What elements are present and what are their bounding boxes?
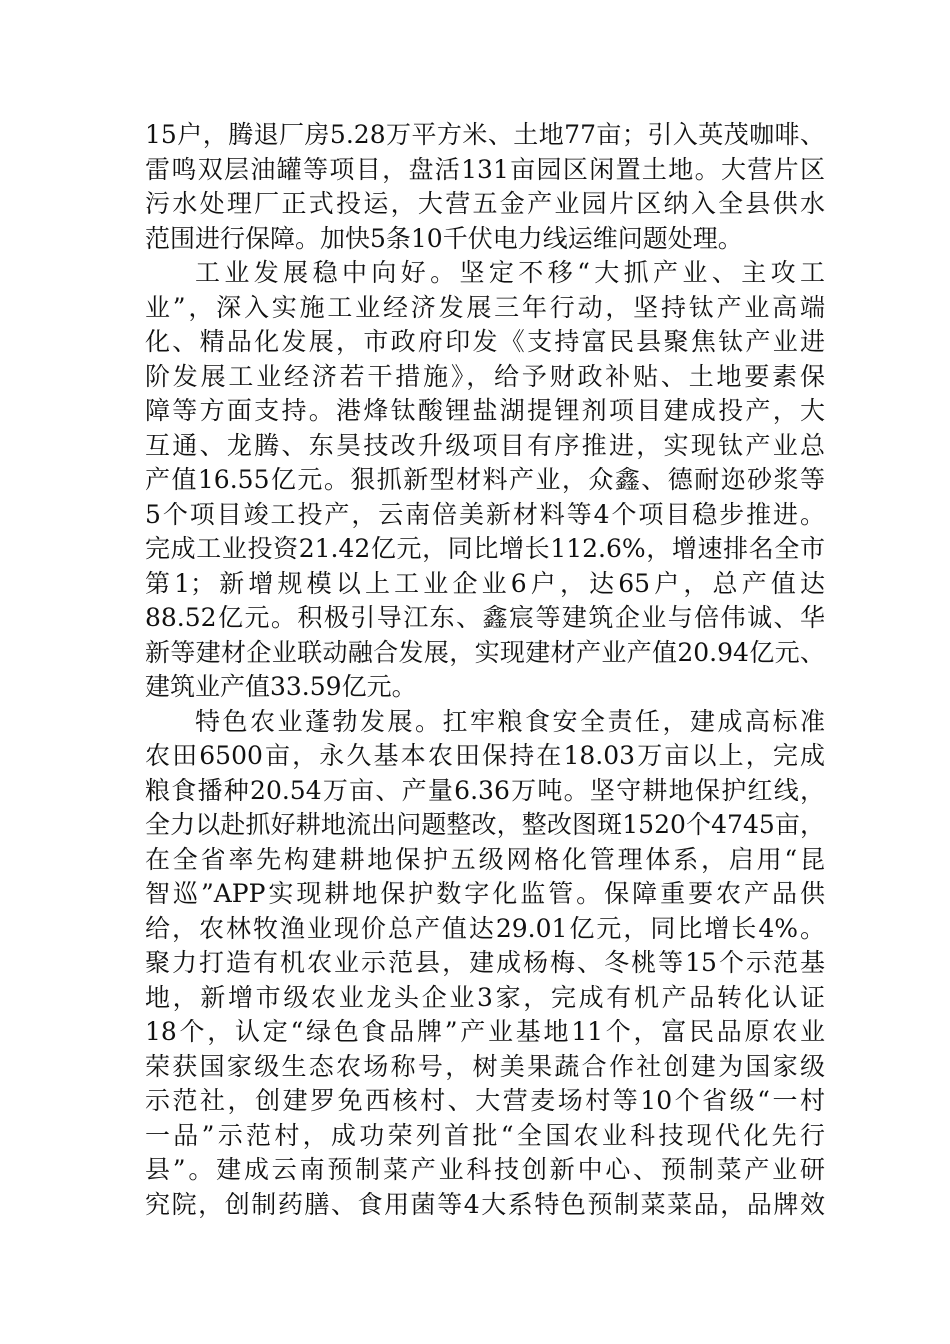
text-line: 农田6500亩，永久基本农田保持在18.03万亩以上，完成 [145, 741, 825, 770]
text-line: 县”。建成云南预制菜产业科技创新中心、预制菜产业研 [145, 1155, 825, 1184]
text-line: 88.52亿元。积极引导江东、鑫宸等建筑企业与倍伟诚、华 [145, 603, 825, 632]
text-line: 化、精品化发展，市政府印发《支持富民县聚焦钛产业进 [145, 327, 825, 356]
text-line: 雷鸣双层油罐等项目，盘活131亩园区闲置土地。大营片区 [145, 154, 825, 184]
text-line: 第1；新增规模以上工业企业6户，达65户，总产值达 [145, 568, 825, 598]
text-line: 工业发展稳中向好。坚定不移“大抓产业、主攻工 [195, 258, 825, 287]
text-line: 18个，认定“绿色食品牌”产业基地11个，富民品原农业 [145, 1017, 825, 1046]
text-line: 在全省率先构建耕地保护五级网格化管理体系，启用“昆 [145, 844, 825, 874]
text-line: 业”，深入实施工业经济发展三年行动，坚持钛产业高端 [145, 292, 825, 322]
text-line: 粮食播种20.54万亩、产量6.36万吨。坚守耕地保护红线， [145, 775, 825, 805]
text-line: 范围进行保障。加快5条10千伏电力线运维问题处理。 [145, 223, 743, 253]
text-line: 完成工业投资21.42亿元，同比增长112.6%，增速排名全市 [145, 534, 825, 563]
text-line: 特色农业蓬勃发展。扛牢粮食安全责任，建成高标准 [195, 706, 825, 736]
text-line: 15户，腾退厂房5.28万平方米、土地77亩；引入英茂咖啡、 [145, 120, 825, 149]
text-line: 建筑业产值33.59亿元。 [145, 672, 417, 701]
text-line: 究院，创制药膳、食用菌等4大系特色预制菜菜品，品牌效 [145, 1189, 825, 1219]
text-line: 障等方面支持。港烽钛酸锂盐湖提锂剂项目建成投产，大 [145, 396, 825, 425]
text-line: 聚力打造有机农业示范县，建成杨梅、冬桃等15个示范基 [145, 948, 825, 977]
text-line: 荣获国家级生态农场称号，树美果蔬合作社创建为国家级 [145, 1051, 825, 1081]
body-text [145, 118, 825, 1222]
text-line: 给，农林牧渔业现价总产值达29.01亿元，同比增长4%。 [145, 913, 825, 943]
text-line: 5个项目竣工投产，云南倍美新材料等4个项目稳步推进。 [145, 499, 825, 529]
text-line: 阶发展工业经济若干措施》，给予财政补贴、土地要素保 [145, 361, 825, 391]
text-line: 互通、龙腾、东昊技改升级项目有序推进，实现钛产业总 [145, 430, 825, 460]
text-line: 新等建材企业联动融合发展，实现建材产业产值20.94亿元、 [145, 637, 825, 667]
text-line: 一品”示范村，成功荣列首批“全国农业科技现代化先行 [145, 1120, 825, 1150]
text-line: 产值16.55亿元。狠抓新型材料产业，众鑫、德耐迩砂浆等 [145, 465, 825, 494]
text-line: 地，新增市级农业龙头企业3家，完成有机产品转化认证 [145, 982, 825, 1012]
text-line: 污水处理厂正式投运，大营五金产业园片区纳入全县供水 [145, 189, 825, 218]
text-line: 示范社，创建罗免西核村、大营麦场村等10个省级“一村 [145, 1086, 825, 1115]
text-line: 全力以赴抓好耕地流出问题整改，整改图斑1520个4745亩， [145, 810, 825, 839]
text-line: 智巡”APP实现耕地保护数字化监管。保障重要农产品供 [145, 879, 825, 908]
